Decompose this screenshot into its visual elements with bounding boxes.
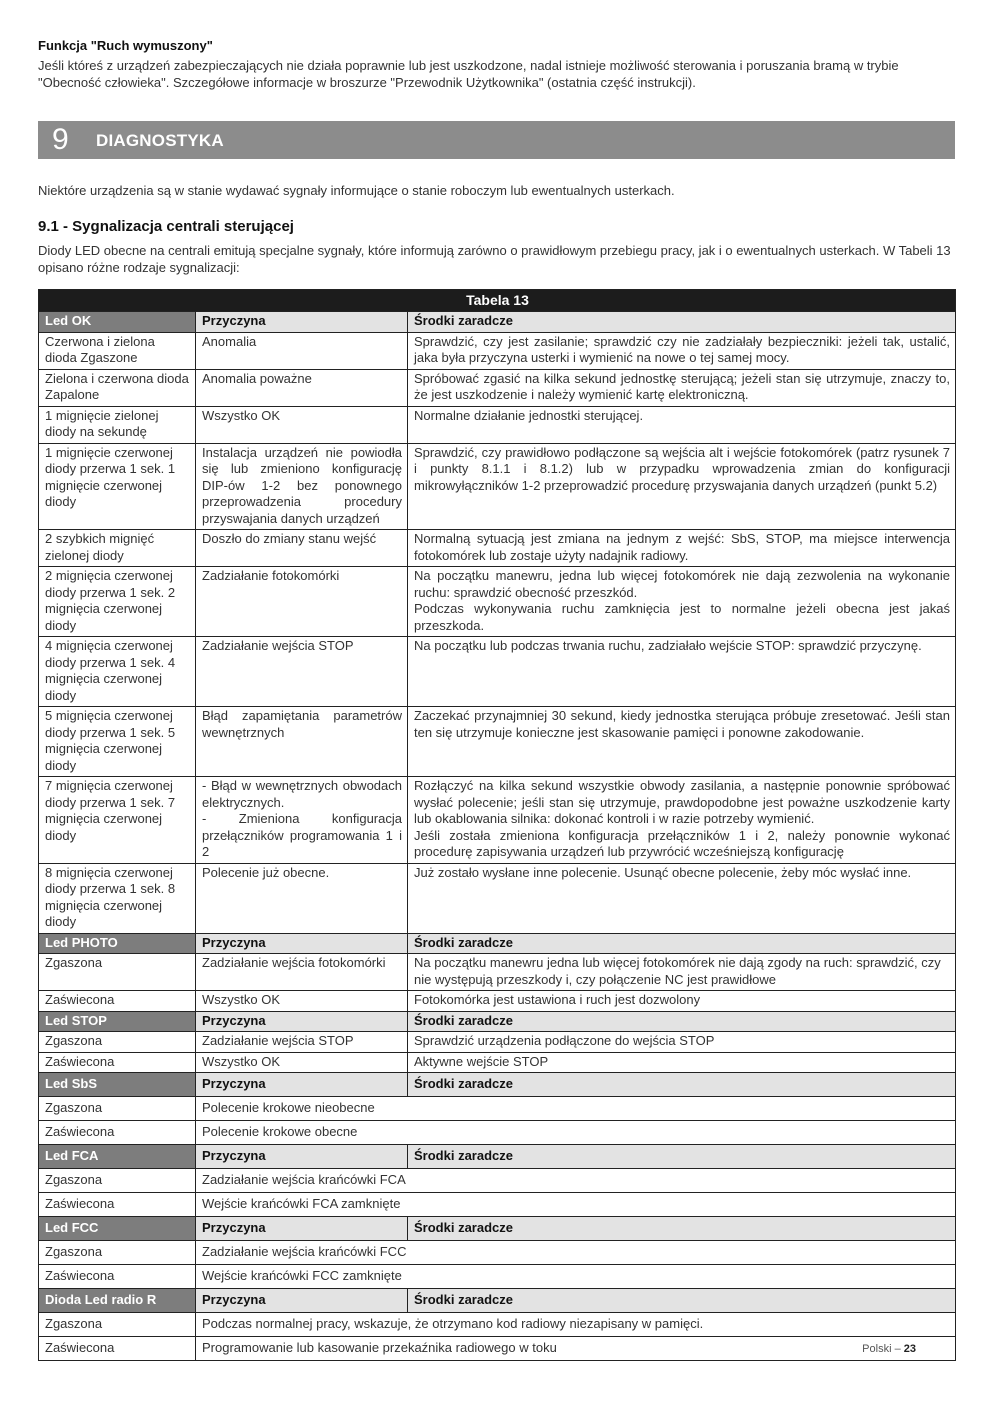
remedy-cell: Na początku manewru jedna lub więcej fotokomórek nie dają zgody na ruch: sprawdzić, czy nie występują przeszkody i, czy połączenie NC jest prawidłowe	[408, 954, 956, 991]
cause-cell: Programowanie lub kasowanie przekaźnika radiowego w toku	[196, 1337, 956, 1361]
led-state-cell: Czerwona i zielona dioda Zgaszone	[39, 332, 196, 369]
remedy-header: Środki zaradcze	[408, 1217, 956, 1241]
cause-header: Przyczyna	[196, 1073, 408, 1097]
table-row	[39, 863, 956, 933]
cause-cell: Anomalia	[196, 332, 408, 369]
footer-language: Polski	[862, 1343, 892, 1355]
table-row	[39, 1032, 956, 1053]
table-section-header	[39, 933, 956, 954]
led-name-header: Led PHOTO	[39, 933, 196, 954]
led-state-cell: Zgaszona	[39, 1241, 196, 1265]
led-state-cell: Zaświecona	[39, 1193, 196, 1217]
section-heading: 9.1 - Sygnalizacja centrali sterującej	[38, 218, 294, 235]
led-state-cell: Zgaszona	[39, 954, 196, 991]
table-row	[39, 1097, 956, 1121]
cause-header: Przyczyna	[196, 1217, 408, 1241]
table-row	[39, 1121, 956, 1145]
table-row	[39, 637, 956, 707]
led-state-cell: 1 mignięcie czerwonej diody przerwa 1 sek. 1 mignięcie czerwonej diody	[39, 443, 196, 530]
diagnostics-table	[38, 289, 956, 1361]
table-row	[39, 1193, 956, 1217]
cause-cell: Polecenie już obecne.	[196, 863, 408, 933]
remedy-header: Środki zaradcze	[408, 1011, 956, 1032]
cause-cell: Zadziałanie wejścia krańcówki FCA	[196, 1169, 956, 1193]
remedy-cell: Zaczekać przynajmniej 30 sekund, kiedy jednostka sterująca próbuje zresetować. Jeśli stan ten się utrzymuje konieczne jest skasowanie pamięci i ponowne zakodowanie.	[408, 707, 956, 777]
remedy-header: Środki zaradcze	[408, 312, 956, 333]
led-state-cell: Zaświecona	[39, 1337, 196, 1361]
remedy-cell: Na początku lub podczas trwania ruchu, zadziałało wejście STOP: sprawdzić przyczynę.	[408, 637, 956, 707]
led-state-cell: Zaświecona	[39, 1052, 196, 1073]
led-state-cell: Zgaszona	[39, 1032, 196, 1053]
table-row	[39, 707, 956, 777]
table-section-header	[39, 1217, 956, 1241]
led-state-cell: Zielona i czerwona dioda Zapalone	[39, 369, 196, 406]
remedy-header: Środki zaradcze	[408, 1289, 956, 1313]
led-name-header: Led FCA	[39, 1145, 196, 1169]
led-state-cell: Zgaszona	[39, 1313, 196, 1337]
led-state-cell: 2 szybkich mignięć zielonej diody	[39, 530, 196, 567]
table-row	[39, 777, 956, 864]
remedy-cell: Fotokomórka jest ustawiona i ruch jest dozwolony	[408, 991, 956, 1012]
table-section-header	[39, 1011, 956, 1032]
led-name-header: Led SbS	[39, 1073, 196, 1097]
led-name-header: Led OK	[39, 312, 196, 333]
cause-cell: Wejście krańcówki FCC zamknięte	[196, 1265, 956, 1289]
led-state-cell: Zaświecona	[39, 1265, 196, 1289]
cause-cell: Polecenie krokowe nieobecne	[196, 1097, 956, 1121]
cause-cell: Anomalia poważne	[196, 369, 408, 406]
remedy-cell: Na początku manewru, jedna lub więcej fotokomórek nie dają zezwolenia na wykonanie ruchu: sprawdzić obecność przeszkód. Podczas wykonywania ruchu zamknięcia jest to normalne jeżeli obecna jest jakaś przeszkoda.	[408, 567, 956, 637]
page-footer	[862, 1343, 916, 1355]
cause-cell: Zadziałanie wejścia fotokomórki	[196, 954, 408, 991]
led-state-cell: Zaświecona	[39, 1121, 196, 1145]
cause-cell: Wszystko OK	[196, 991, 408, 1012]
cause-header: Przyczyna	[196, 312, 408, 333]
led-state-cell: 4 mignięcia czerwonej diody przerwa 1 sek. 4 mignięcia czerwonej diody	[39, 637, 196, 707]
led-state-cell: Zgaszona	[39, 1169, 196, 1193]
table-row	[39, 332, 956, 369]
led-state-cell: 5 mignięcia czerwonej diody przerwa 1 sek. 5 mignięcia czerwonej diody	[39, 707, 196, 777]
table-row	[39, 1337, 956, 1361]
table-row	[39, 1265, 956, 1289]
cause-cell: Doszło do zmiany stanu wejść	[196, 530, 408, 567]
cause-cell: Podczas normalnej pracy, wskazuje, że otrzymano kod radiowy niezapisany w pamięci.	[196, 1313, 956, 1337]
table-section-header	[39, 312, 956, 333]
cause-header: Przyczyna	[196, 1145, 408, 1169]
remedy-cell: Sprawdzić urządzenia podłączone do wejścia STOP	[408, 1032, 956, 1053]
forced-motion-text: Jeśli któreś z urządzeń zabezpieczających nie działa poprawnie lub jest uszkodzone, nadal istnieje możliwość sterowania i poruszania bramą w trybie "Obecność człowieka". Szczegółowe informacje w broszurze "Przewodnik Użytkownika" (ostatnia część instrukcji).	[38, 58, 899, 90]
led-state-cell: 1 mignięcie zielonej diody na sekundę	[39, 406, 196, 443]
table-section-header	[39, 1073, 956, 1097]
remedy-cell: Sprawdzić, czy prawidłowo podłączone są wejścia alt i wejście fotokomórek (patrz rysunek 7 i punkty 8.1.1 i 8.1.2) lub w przypadku wprowadzenia zmian do konfiguracji mikrowyłączników 1-2 przeprowadzić procedurę przyswajania danych urządzeń (punkt 5.2)	[408, 443, 956, 530]
cause-cell: Zadziałanie wejścia krańcówki FCC	[196, 1241, 956, 1265]
led-state-cell: Zaświecona	[39, 991, 196, 1012]
cause-header: Przyczyna	[196, 1011, 408, 1032]
remedy-cell: Sprawdzić, czy jest zasilanie; sprawdzić czy nie zadziałały bezpieczniki: jeżeli tak, ustalić, jaka była przyczyna usterki i wymienić na nowe o tej samej mocy.	[408, 332, 956, 369]
led-state-cell: 8 mignięcia czerwonej diody przerwa 1 sek. 8 mignięcia czerwonej diody	[39, 863, 196, 933]
remedy-cell: Rozłączyć na kilka sekund wszystkie obwody zasilania, a następnie ponownie spróbować wysłać polecenie; jeśli stan się utrzymuje, prawdopodobne jest poważne uszkodzenie karty lub okablowania silnika: dokonać kontroli i w razie potrzeby wymienić. Jeśli została zmieniona konfiguracja przełączników 1 i 2, należy ponownie wykonać procedurę zapisywania urządzeń lub przywrócić wcześniejszą konfigurację	[408, 777, 956, 864]
remedy-header: Środki zaradcze	[408, 933, 956, 954]
remedy-cell: Normalne działanie jednostki sterującej.	[408, 406, 956, 443]
cause-cell: Wszystko OK	[196, 1052, 408, 1073]
table-caption: Tabela 13	[39, 290, 956, 312]
cause-header: Przyczyna	[196, 1289, 408, 1313]
remedy-header: Środki zaradcze	[408, 1145, 956, 1169]
table-row	[39, 567, 956, 637]
cause-cell: Zadziałanie wejścia STOP	[196, 1032, 408, 1053]
table-section-header	[39, 1289, 956, 1313]
cause-cell: Instalacja urządzeń nie powiodła się lub zmieniono konfigurację DIP-ów 1-2 bez ponownego przeprowadzenia procedury przyswajania danych urządzeń	[196, 443, 408, 530]
led-state-cell: Zgaszona	[39, 1097, 196, 1121]
chapter-banner	[38, 121, 955, 159]
cause-cell: - Błąd w wewnętrznych obwodach elektrycznych. - Zmieniona konfiguracja przełączników programowania 1 i 2	[196, 777, 408, 864]
table-row	[39, 406, 956, 443]
table-row	[39, 369, 956, 406]
chapter-number: 9	[52, 123, 69, 156]
table-row	[39, 1169, 956, 1193]
cause-cell: Zadziałanie fotokomórki	[196, 567, 408, 637]
table-row	[39, 1052, 956, 1073]
cause-cell: Błąd zapamiętania parametrów wewnętrznych	[196, 707, 408, 777]
led-state-cell: 7 mignięcia czerwonej diody przerwa 1 sek. 7 mignięcia czerwonej diody	[39, 777, 196, 864]
remedy-cell: Spróbować zgasić na kilka sekund jednostkę sterującą; jeżeli stan się utrzymuje, znaczy to, że jest uszkodzenie i należy wymienić kartę elektroniczną.	[408, 369, 956, 406]
cause-cell: Wejście krańcówki FCA zamknięte	[196, 1193, 956, 1217]
cause-cell: Zadziałanie wejścia STOP	[196, 637, 408, 707]
page-number: 23	[903, 1343, 916, 1355]
led-state-cell: 2 mignięcia czerwonej diody przerwa 1 sek. 2 mignięcia czerwonej diody	[39, 567, 196, 637]
forced-motion-heading: Funkcja "Ruch wymuszony"	[38, 38, 213, 53]
table-row	[39, 954, 956, 991]
table-row	[39, 1241, 956, 1265]
table-row	[39, 530, 956, 567]
table-row	[39, 443, 956, 530]
chapter-title: DIAGNOSTYKA	[96, 131, 224, 150]
led-name-header: Dioda Led radio R	[39, 1289, 196, 1313]
chapter-intro: Niektóre urządzenia są w stanie wydawać sygnały informujące o stanie roboczym lub ewentualnych usterkach.	[38, 183, 675, 198]
cause-cell: Wszystko OK	[196, 406, 408, 443]
remedy-cell: Aktywne wejście STOP	[408, 1052, 956, 1073]
table-section-header	[39, 1145, 956, 1169]
remedy-cell: Normalną sytuacją jest zmiana na jednym z wejść: SbS, STOP, ma miejsce interwencja fotokomórek lub zostaje użyty nadajnik radiowy.	[408, 530, 956, 567]
cause-cell: Polecenie krokowe obecne	[196, 1121, 956, 1145]
table-row	[39, 991, 956, 1012]
led-name-header: Led FCC	[39, 1217, 196, 1241]
footer-separator: –	[891, 1343, 904, 1355]
section-text: Diody LED obecne na centrali emitują specjalne sygnały, które informują zarówno o prawidłowym przebiegu pracy, jak i o ewentualnych usterkach. W Tabeli 13 opisano różne rodzaje sygnalizacji:	[38, 243, 951, 275]
led-name-header: Led STOP	[39, 1011, 196, 1032]
table-caption-row	[39, 290, 956, 312]
table-row	[39, 1313, 956, 1337]
remedy-cell: Już zostało wysłane inne polecenie. Usunąć obecne polecenie, żeby móc wysłać inne.	[408, 863, 956, 933]
remedy-header: Środki zaradcze	[408, 1073, 956, 1097]
cause-header: Przyczyna	[196, 933, 408, 954]
